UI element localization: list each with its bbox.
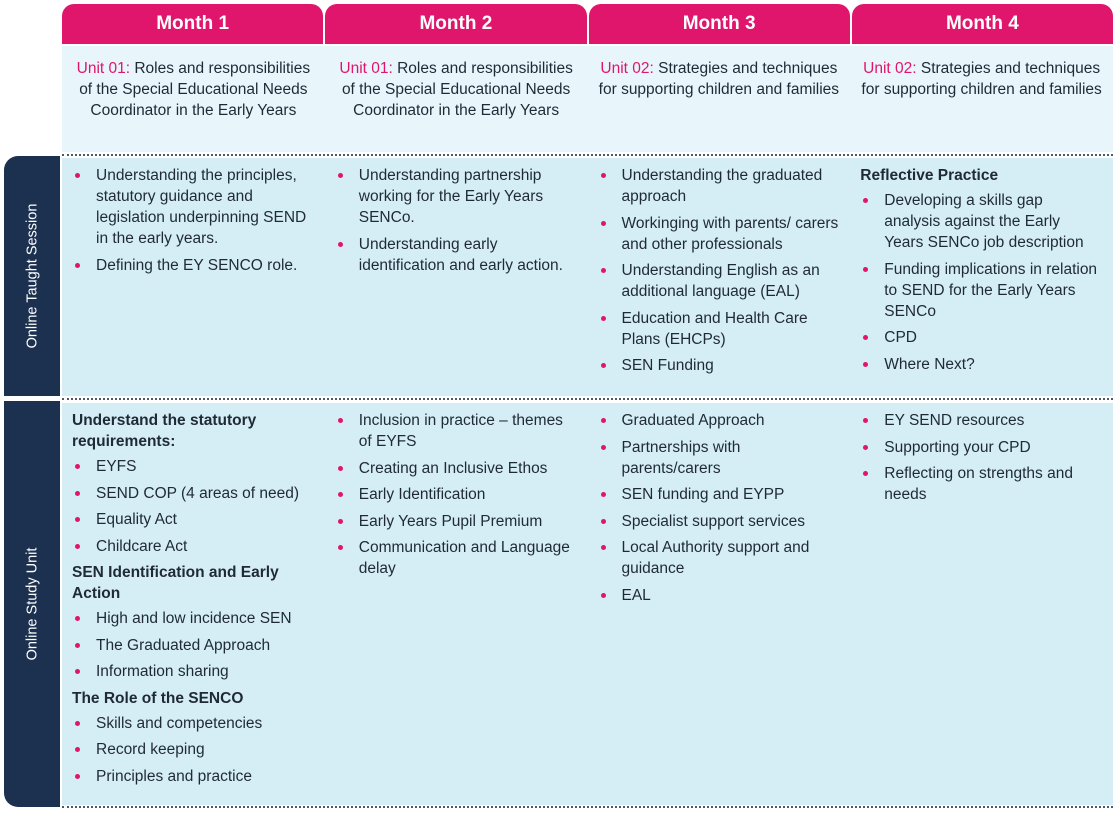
unit-code: Unit 01: <box>76 60 131 77</box>
unit-code: Unit 02: <box>600 60 654 77</box>
list-item: Graduated Approach <box>598 410 841 431</box>
study-cell-month-4 <box>850 403 1113 805</box>
row-label-study <box>4 401 60 807</box>
row-label-text: Online Study Unit <box>24 547 40 661</box>
list-item: Funding implications in relation to SEND for the Early Years SENCo <box>860 259 1103 322</box>
list-item: Where Next? <box>860 354 1103 375</box>
list-item: Understanding English as an additional language (EAL) <box>598 260 841 302</box>
bullet-list <box>72 165 315 276</box>
group-heading: Understand the statutory requirements: <box>72 412 257 450</box>
bullet-group <box>598 410 841 606</box>
list-item: Principles and practice <box>72 766 315 787</box>
unit-title-4 <box>850 46 1113 152</box>
list-item: High and low incidence SEN <box>72 608 315 629</box>
taught-cell-month-4 <box>850 158 1113 396</box>
bullet-list <box>598 165 841 376</box>
list-item: EYFS <box>72 456 315 477</box>
taught-cell-month-3 <box>588 158 851 396</box>
group-heading: SEN Identification and Early Action <box>72 564 279 602</box>
list-item: Understanding the graduated approach <box>598 165 841 207</box>
bullet-group <box>72 165 315 276</box>
month-4-header: Month 4 <box>852 4 1113 44</box>
study-unit-row <box>62 403 1113 805</box>
bullet-group <box>860 165 1103 375</box>
list-item: Workinging with parents/ carers and other professionals <box>598 213 841 255</box>
unit-code: Unit 01: <box>339 60 393 77</box>
bullet-list <box>72 608 315 682</box>
list-item: The Graduated Approach <box>72 635 315 656</box>
list-item: Defining the EY SENCO role. <box>72 255 315 276</box>
unit-title-3 <box>588 46 851 152</box>
list-item: Understanding early identification and early action. <box>335 234 578 276</box>
taught-session-row <box>62 158 1113 396</box>
bullet-list <box>72 713 315 787</box>
list-item: CPD <box>860 327 1103 348</box>
list-item: Understanding partnership working for the Early Years SENCo. <box>335 165 578 228</box>
list-item: Partnerships with parents/carers <box>598 437 841 479</box>
list-item: Communication and Language delay <box>335 537 578 579</box>
bullet-list <box>335 165 578 276</box>
bullet-group <box>72 410 315 557</box>
dotted-divider <box>62 398 1113 400</box>
unit-text: Roles and responsibilities of the Special Educational Needs Coordinator in the Early Years <box>341 60 573 119</box>
list-item: Equality Act <box>72 509 315 530</box>
study-cell-month-1 <box>62 403 325 805</box>
bullet-list <box>72 456 315 557</box>
bullet-group <box>72 688 315 787</box>
list-item: Specialist support services <box>598 511 841 532</box>
list-item: EY SEND resources <box>860 410 1103 431</box>
list-item: Local Authority support and guidance <box>598 537 841 579</box>
list-item: SEN Funding <box>598 355 841 376</box>
unit-title-row <box>62 46 1113 152</box>
list-item: Understanding the principles, statutory guidance and legislation underpinning SEND in the early years. <box>72 165 315 249</box>
unit-text: Strategies and techniques for supporting children and families <box>861 60 1102 98</box>
dotted-divider <box>62 806 1113 808</box>
unit-text: Strategies and techniques for supporting children and families <box>598 60 840 98</box>
bullet-list <box>335 410 578 579</box>
month-1-header: Month 1 <box>62 4 323 44</box>
list-item: SEN funding and EYPP <box>598 484 841 505</box>
month-header-row <box>62 4 1113 44</box>
row-label-text: Online Taught Session <box>24 203 40 349</box>
list-item: SEND COP (4 areas of need) <box>72 483 315 504</box>
list-item: Inclusion in practice – themes of EYFS <box>335 410 578 452</box>
bullet-list <box>598 410 841 606</box>
study-cell-month-3 <box>588 403 851 805</box>
group-heading: Reflective Practice <box>860 167 999 184</box>
list-item: Early Years Pupil Premium <box>335 511 578 532</box>
bullet-group <box>335 165 578 276</box>
dotted-divider <box>62 154 1113 156</box>
unit-title-1 <box>62 46 325 152</box>
unit-text: Roles and responsibilities of the Special Educational Needs Coordinator in the Early Years <box>79 60 311 119</box>
list-item: Skills and competencies <box>72 713 315 734</box>
bullet-group <box>335 410 578 579</box>
month-2-header: Month 2 <box>325 4 586 44</box>
list-item: EAL <box>598 585 841 606</box>
study-cell-month-2 <box>325 403 588 805</box>
bullet-group <box>860 410 1103 505</box>
list-item: Childcare Act <box>72 536 315 557</box>
month-3-header: Month 3 <box>589 4 850 44</box>
taught-cell-month-2 <box>325 158 588 396</box>
bullet-group <box>72 562 315 682</box>
list-item: Record keeping <box>72 739 315 760</box>
list-item: Information sharing <box>72 661 315 682</box>
list-item: Developing a skills gap analysis against the Early Years SENCo job description <box>860 190 1103 253</box>
bullet-list <box>860 410 1103 505</box>
list-item: Supporting your CPD <box>860 437 1103 458</box>
list-item: Creating an Inclusive Ethos <box>335 458 578 479</box>
unit-code: Unit 02: <box>863 60 917 77</box>
bullet-group <box>598 165 841 376</box>
taught-cell-month-1 <box>62 158 325 396</box>
bullet-list <box>860 190 1103 375</box>
row-label-taught <box>4 156 60 396</box>
list-item: Reflecting on strengths and needs <box>860 463 1103 505</box>
list-item: Education and Health Care Plans (EHCPs) <box>598 308 841 350</box>
list-item: Early Identification <box>335 484 578 505</box>
group-heading: The Role of the SENCO <box>72 689 244 707</box>
unit-title-2 <box>325 46 588 152</box>
